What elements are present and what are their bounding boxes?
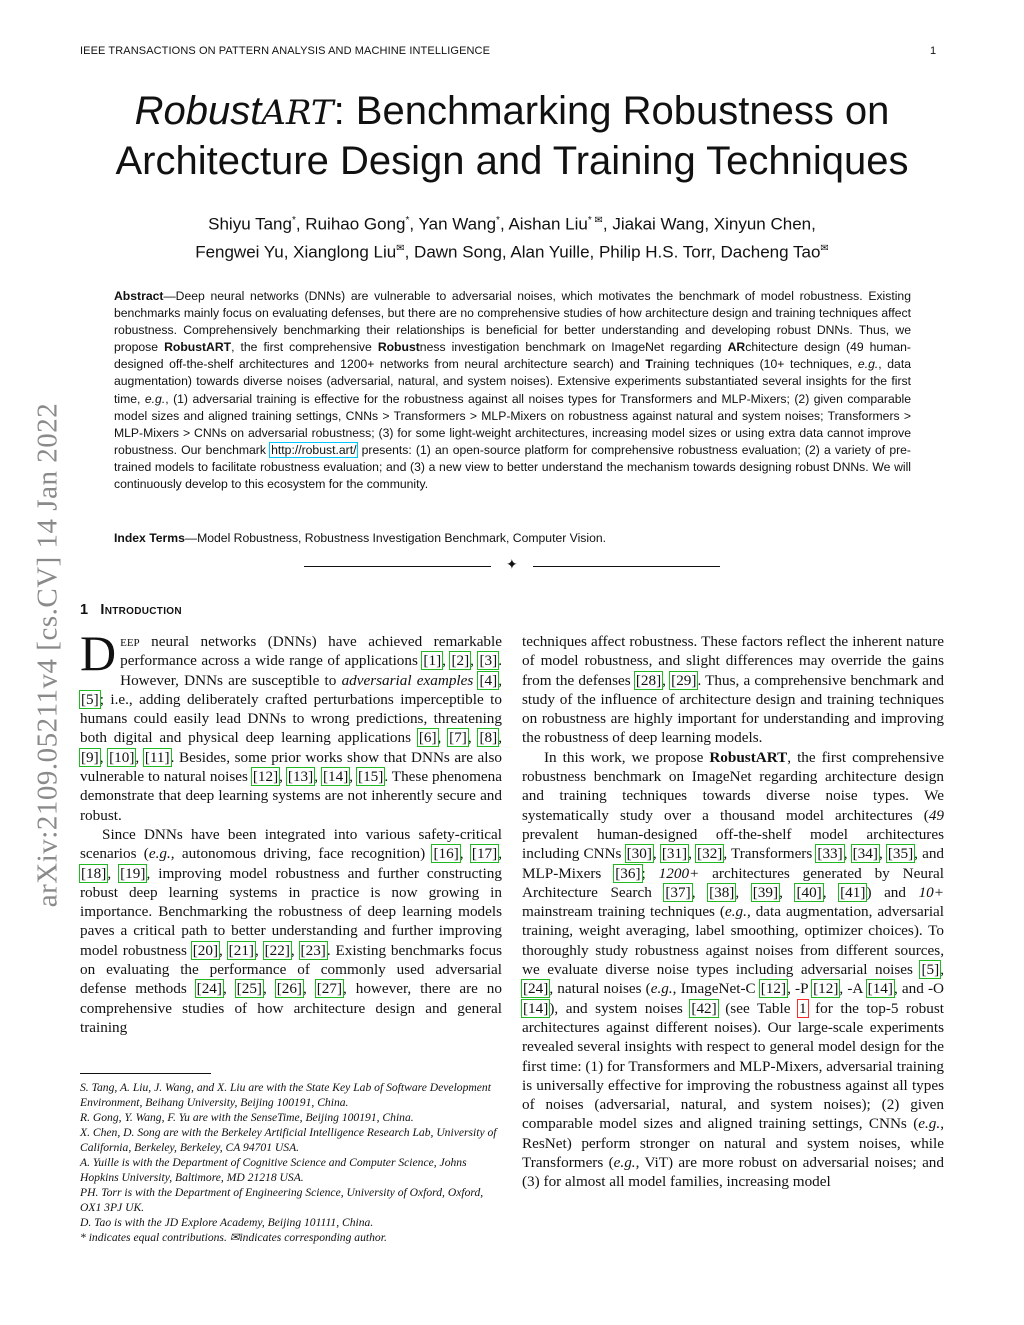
paper-title	[0, 87, 1024, 185]
citation-link[interactable]: [9]	[81, 748, 99, 766]
paragraph-intro-4: In this work, we propose RobustART, the first comprehensive robustness benchmark on ImageNet regarding architecture design and training techniques towards diverse noise types. We systematically study over a thousand model architectures (49 prevalent human-designed off-the-shelf model architectures including CNNs [30], [31], [32], Transformers [33], [34], [35], and MLP-Mixers [36]; 1200+ architectures generated by Neural Architecture Search [37], [38], [39], [40], [41]) and 10+ mainstream training techniques (e.g., data augmentation, adversarial training, weight averaging, label smoothing, optimizer choices). To thoroughly study robustness against noises from different sources, we evaluate diverse noise types including adversarial noises [5], [24], natural noises (e.g., ImageNet-C [12], -P [12], -A [14], and -O [14]), and system noises [42] (see Table 1 for the top-5 robust architectures against different noises). Our large-scale experiments revealed several insights with respect to general model design for the first time: (1) for Transformers and MLP-Mixers, adversarial training is universally effective for improving the robustness against all types of noises (adversarial, natural, and system noises); (2) given comparable model sizes and aligned training settings, CNNs (e.g., ResNet) perform stronger on natural and system noises, while Transformers (e.g., ViT) are more robust on adversarial noises; and (3) for almost all model families, increasing model	[522, 748, 945, 1191]
citation-link[interactable]: [37]	[665, 883, 691, 901]
footnote-affiliation: X. Chen, D. Song are with the Berkeley Artificial Intelligence Research Lab, University of California, Berkeley, Berkeley, CA 94701 USA.	[80, 1126, 497, 1154]
citation-link[interactable]: [5]	[81, 690, 99, 708]
abstract-label: Abstract	[114, 289, 164, 303]
citation-link[interactable]: [12]	[760, 980, 787, 998]
citation-link[interactable]: [32]	[697, 845, 723, 863]
table-reference-link[interactable]: 1	[798, 999, 807, 1017]
index-terms-text: —Model Robustness, Robustness Investigation Benchmark, Computer Vision.	[184, 531, 607, 545]
citation-link[interactable]: [19]	[120, 864, 146, 882]
inline-emphasis: *	[496, 215, 500, 226]
inline-emphasis: ✉	[820, 242, 829, 254]
citation-link[interactable]: [33]	[817, 845, 843, 863]
citation-link[interactable]: [34]	[852, 845, 878, 863]
citation-link[interactable]: [40]	[796, 883, 822, 901]
paragraph-intro-1-text: eep neural networks (DNNs) have achieved remarkable performance across a wide range of applications [1], [2], [3]. However, DNNs are susceptible to adversarial examples [4], [5]; i.e., adding deliberately crafted perturbations imperceptible to humans could easily lead DNNs to wrong predictions, threatening both digital and physical deep learning applications [6], [7], [8], [9], [10], [11]. Besides, some prior works show that DNNs are also vulnerable to natural noises [12], [13], [14], [15]. These phenomena demonstrate that deep learning systems are not inherently secure and robust.	[80, 633, 503, 824]
citation-link[interactable]: [36]	[615, 864, 641, 882]
inline-emphasis: e.g.	[650, 980, 673, 998]
inline-emphasis: e.g.	[613, 1154, 636, 1172]
inline-emphasis: e.g.	[857, 357, 879, 372]
title-brand-prefix: Robust	[134, 89, 262, 133]
inline-emphasis: *	[291, 215, 296, 226]
citation-link[interactable]: [41]	[840, 883, 866, 901]
inline-emphasis: 10+	[918, 883, 945, 901]
citation-link[interactable]: [15]	[358, 768, 384, 786]
page-number: 1	[930, 45, 937, 57]
inline-emphasis: adversarial examples	[341, 671, 474, 689]
inline-emphasis: *	[405, 215, 410, 226]
citation-link[interactable]: [14]	[322, 768, 349, 786]
inline-emphasis: ✉	[396, 242, 405, 254]
section-title: Introduction	[100, 602, 182, 618]
citation-link[interactable]: [39]	[752, 883, 779, 901]
citation-link[interactable]: [17]	[471, 845, 498, 863]
citation-link[interactable]: [24]	[196, 980, 222, 998]
citation-link[interactable]: [26]	[276, 980, 302, 998]
citation-link[interactable]: [23]	[300, 941, 326, 959]
author-line-2: Fengwei Yu, Xianglong Liu✉, Dawn Song, Alan Yuille, Philip H.S. Torr, Dacheng Tao✉	[195, 242, 829, 262]
inline-emphasis: RobustART	[164, 340, 232, 355]
citation-link[interactable]: [28]	[635, 671, 662, 689]
footnote-affiliation: PH. Torr is with the Department of Engineering Science, University of Oxford, Oxford, OX1 3PJ UK.	[80, 1186, 484, 1214]
index-terms	[114, 531, 911, 545]
citation-link[interactable]: [14]	[867, 980, 893, 998]
paragraph-intro-3: techniques affect robustness. These factors reflect the inherent nature of model robustness, and slight differences may override the gains from the defenses [28], [29]. Thus, a comprehensive benchmark and study of the influence of architecture design and training techniques on robustness are highly important for understanding and improving the robustness of deep learning models.	[522, 633, 945, 747]
running-head: IEEE TRANSACTIONS ON PATTERN ANALYSIS AND MACHINE INTELLIGENCE	[80, 45, 491, 57]
title-line-2: Architecture Design and Training Techniques	[115, 139, 909, 183]
footnote-affiliation: S. Tang, A. Liu, J. Wang, and X. Liu are with the State Key Lab of Software Development Environment, Beihang University, Beijing 100191, China.	[80, 1081, 491, 1109]
citation-link[interactable]: [3]	[479, 652, 498, 670]
inline-emphasis: AR	[727, 340, 746, 355]
citation-link[interactable]: [21]	[228, 941, 254, 959]
inline-emphasis: 1200+	[658, 864, 700, 882]
citation-link[interactable]: [2]	[451, 652, 470, 670]
section-number: 1	[80, 602, 89, 618]
inline-emphasis: e.g.	[148, 845, 171, 863]
dropcap: D	[80, 625, 117, 681]
footnote-legend: * indicates equal contributions. ✉indicates corresponding author.	[80, 1231, 387, 1244]
inline-emphasis: e.g.	[144, 391, 166, 406]
divider-line-right	[533, 566, 720, 567]
citation-link[interactable]: [14]	[523, 999, 549, 1017]
benchmark-url-link[interactable]: http://robust.art/	[271, 442, 357, 457]
citation-link[interactable]: [25]	[236, 980, 262, 998]
citation-link[interactable]: [1]	[423, 652, 442, 670]
citation-link[interactable]: [18]	[81, 864, 107, 882]
index-terms-label: Index Terms	[114, 531, 185, 545]
citation-link[interactable]: [13]	[287, 768, 314, 786]
citation-link[interactable]: [8]	[479, 729, 498, 747]
footnote-affiliation: R. Gong, Y. Wang, F. Yu are with the SenseTime, Beijing 100191, China.	[80, 1111, 414, 1124]
section-divider	[300, 560, 724, 574]
diamond-icon: ✦	[506, 558, 518, 573]
citation-link[interactable]: [20]	[192, 941, 219, 959]
inline-emphasis: e.g.	[918, 1115, 941, 1133]
citation-link[interactable]: [4]	[479, 671, 498, 689]
inline-emphasis: 49	[928, 806, 944, 824]
citation-link[interactable]: [38]	[709, 883, 735, 901]
citation-link[interactable]: [42]	[691, 999, 717, 1017]
citation-link[interactable]: [31]	[661, 845, 688, 863]
citation-link[interactable]: [24]	[523, 980, 549, 998]
footnote-affiliation: D. Tao is with the JD Explore Academy, Beijing 101111, China.	[80, 1216, 374, 1229]
inline-emphasis: T	[645, 357, 653, 372]
inline-emphasis: e.g.	[725, 903, 747, 921]
citation-link[interactable]: [12]	[252, 768, 279, 786]
arxiv-identifier[interactable]: arXiv:2109.05211v4 [cs.CV] 14 Jan 2022	[31, 402, 64, 908]
citation-link[interactable]: [30]	[626, 845, 652, 863]
citation-link[interactable]: [11]	[144, 748, 170, 766]
inline-emphasis: eep	[120, 633, 140, 650]
section-heading	[80, 602, 182, 618]
citation-link[interactable]: [16]	[433, 845, 459, 863]
divider-line-left	[304, 566, 491, 567]
citation-link[interactable]: [22]	[264, 941, 290, 959]
citation-link[interactable]: [10]	[109, 748, 135, 766]
citation-link[interactable]: [29]	[671, 671, 697, 689]
author-line-1: Shiyu Tang*, Ruihao Gong*, Yan Wang*, Aishan Liu* ✉, Jiakai Wang, Xinyun Chen,	[208, 214, 816, 234]
title-line-1: : Benchmarking Robustness on	[333, 89, 890, 133]
citation-link[interactable]: [5]	[921, 961, 940, 979]
inline-emphasis: Robust	[377, 340, 420, 355]
citation-link[interactable]: [27]	[316, 980, 343, 998]
body-column-left	[80, 625, 503, 1037]
paragraph-intro-1	[80, 625, 503, 825]
citation-link[interactable]: [35]	[887, 845, 914, 863]
inline-emphasis: RobustART	[709, 748, 788, 766]
abstract	[114, 288, 911, 493]
author-list	[0, 209, 1024, 264]
paragraph-intro-2: Since DNNs have been integrated into various safety-critical scenarios (e.g., autonomous driving, face recognition) [16], [17], [18], [19], improving model robustness and further constructing robust deep learning systems in practice is now growing in importance. Benchmarking the robustness of deep learning models paves a critical path to better understanding and further improving model robustness [20], [21], [22], [23]. Existing benchmarks focus on evaluating the performance of commonly used adversarial defense methods [24], [25], [26], [27], however, there are no comprehensive studies of how architecture design and general training	[80, 825, 503, 1036]
inline-emphasis: * ✉	[587, 215, 603, 226]
citation-link[interactable]: [7]	[449, 729, 467, 747]
citation-link[interactable]: [6]	[418, 729, 437, 747]
footnotes	[80, 1080, 504, 1245]
footnote-rule	[80, 1073, 211, 1074]
body-column-right	[522, 632, 944, 1192]
abstract-body: —Deep neural networks (DNNs) are vulnerable to adversarial noises, which motivates the benchmark of model robustness. Existing benchmarks mainly focus on evaluating defenses, but there are no comprehensive studies of how architecture design and training techniques affect robustness. Comprehensively benchmarking their relationships is beneficial for better understanding and developing robust DNNs. Thus, we propose RobustART, the first comprehensive Robustness investigation benchmark on ImageNet regarding ARchitecture design (49 human-designed off-the-shelf architectures and 1200+ networks from neural architecture search) and Training techniques (10+ techniques, e.g., data augmentation) towards diverse noises (adversarial, natural, and system noises). Extensive experiments substantiated several insights for the first time, e.g., (1) adversarial training is effective for the robustness against all noises types for Transformers and MLP-Mixers; (2) given comparable model sizes and aligned training settings, CNNs > Transformers > MLP-Mixers on robustness against natural and system noises; Transformers > MLP-Mixers > CNNs on adversarial robustness; (3) for some light-weight architectures, increasing model sizes or using extra data cannot improve robustness. Our benchmark http://robust.art/ presents: (1) an open-source platform for comprehensive robustness evaluation; (2) a variety of pre-trained models to facilitate robustness evaluation; and (3) a new view to better understand the mechanism towards designing robust DNNs. We will continuously develop to this ecosystem for the community.	[114, 289, 912, 492]
title-brand-suffix: ART	[261, 93, 334, 133]
citation-link[interactable]: [12]	[813, 980, 839, 998]
footnote-affiliation: A. Yuille is with the Department of Cognitive Science and Computer Science, Johns Hopkins University, Baltimore, MD 21218 USA.	[80, 1156, 467, 1184]
